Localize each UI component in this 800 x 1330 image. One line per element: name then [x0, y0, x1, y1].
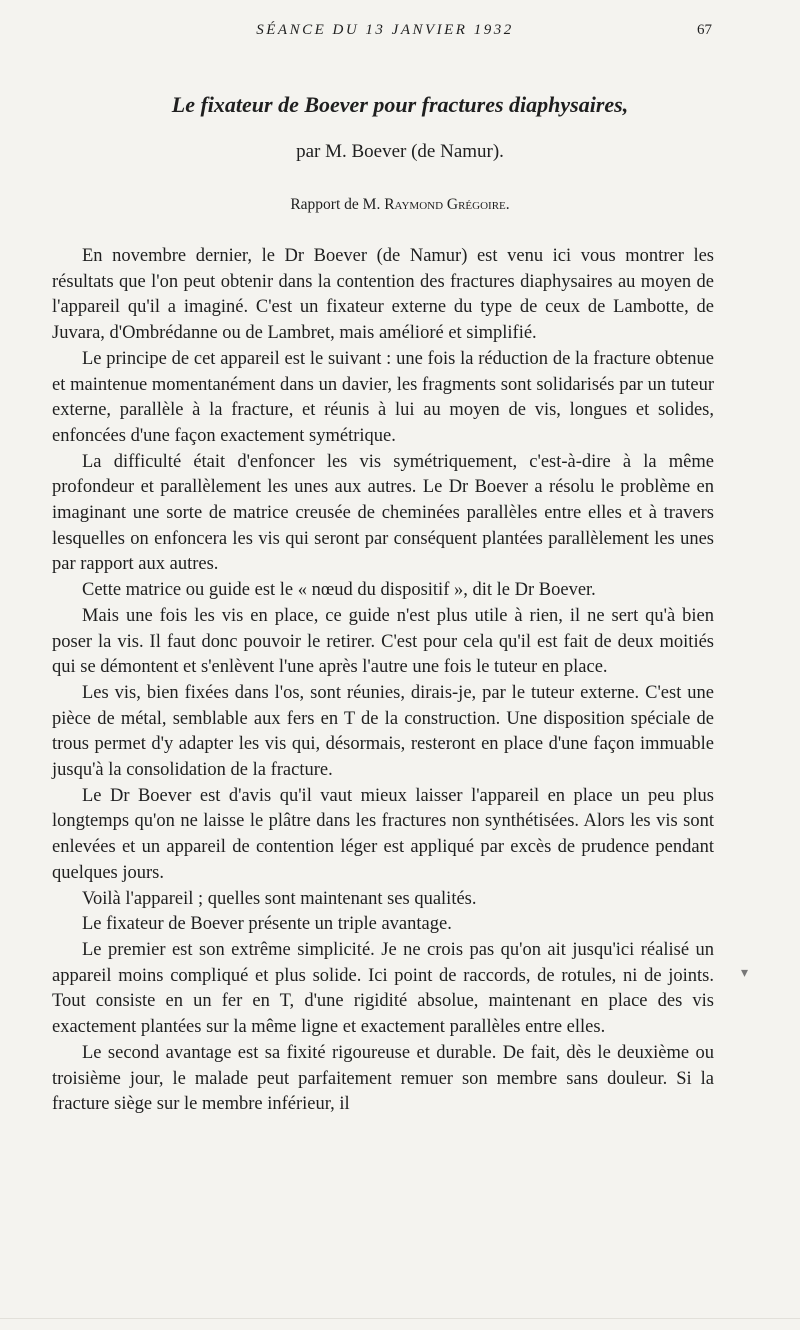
- paragraph: En novembre dernier, le Dr Boever (de Namur) est venu ici vous montrer les résultats que l'on peut obtenir dans la contention des fractures diaphysaires au moyen de l'appareil qu'il a imaginé. C'est un fixateur externe du type de ceux de Lambotte, de Juvara, d'Ombrédanne ou de Lambret, mais amélioré et simplifié.: [52, 246, 714, 344]
- margin-mark: ▾: [740, 966, 748, 981]
- page-edge: [0, 1318, 800, 1319]
- report-line: [0, 196, 800, 214]
- paragraph: Voilà l'appareil ; quelles sont maintenant ses qualités.: [82, 888, 477, 909]
- paragraph: Le Dr Boever est d'avis qu'il vaut mieux laisser l'appareil en place un peu plus longtemps qu'on ne laisse le plâtre dans les fractures non synthétisées. Alors les vis sont enlevées et un appareil de contention léger est appliqué par excès de prudence pendant quelques jours.: [52, 785, 714, 883]
- paragraph: Cette matrice ou guide est le « nœud du dispositif », dit le Dr Boever.: [82, 580, 596, 601]
- article-byline: par M. Boever (de Namur).: [296, 141, 504, 162]
- paragraph: Le principe de cet appareil est le suivant : une fois la réduction de la fracture obtenue et maintenue momentanément dans un davier, les fragments sont solidarisés par un tuteur externe, parallèle à la fracture, et réunis à lui au moyen de vis, longues et solides, enfoncées d'une façon exactement symétrique.: [52, 348, 714, 446]
- article-title: Le fixateur de Boever pour fractures diaphysaires,: [171, 92, 629, 117]
- paragraph: Le premier est son extrême simplicité. Je ne crois pas qu'on ait jusqu'ici réalisé un appareil moins compliqué et plus solide. Ici point de raccords, de rotules, ni de joints. Tout consiste en un fer en T, d'une rigidité absolue, maintenant en place des vis exactement plantées sur la même ligne et exactement parallèles entre elles.: [52, 939, 714, 1038]
- report-author: Raymond Grégoire.: [384, 196, 510, 213]
- running-head: [0, 22, 800, 46]
- running-head-title: SÉANCE DU 13 JANVIER 1932: [256, 22, 514, 38]
- paragraph: Mais une fois les vis en place, ce guide n'est plus utile à rien, il ne sert qu'à bien poser la vis. Il faut donc pouvoir le retirer. C'est pour cela qu'il est fait de deux moitiés qui se démontent et s'enlèvent l'une après l'autre une fois le tuteur en place.: [52, 605, 714, 678]
- paragraph: Les vis, bien fixées dans l'os, sont réunies, dirais-je, par le tuteur externe. C'est une pièce de métal, semblable aux fers en T de la construction. Une disposition spéciale de trous permet d'y adapter les vis qui, désormais, resteront en place d'une façon immuable jusqu'à la consolidation de la fracture.: [52, 682, 714, 781]
- article-body: [52, 244, 714, 1118]
- report-prefix: Rapport de M.: [290, 196, 381, 213]
- paragraph: Le fixateur de Boever présente un triple avantage.: [82, 914, 452, 935]
- paragraph: Le second avantage est sa fixité rigoureuse et durable. De fait, dès le deuxième ou troisième jour, le malade peut parfaitement remuer son membre sans douleur. Si la fracture siège sur le membre inférieur, il: [52, 1042, 714, 1115]
- paragraph: La difficulté était d'enfoncer les vis symétriquement, c'est-à-dire à la même profondeur et parallèlement les unes aux autres. Le Dr Boever a résolu le problème en imaginant une sorte de matrice creusée de cheminées parallèles entre elles et à travers lesquelles on enfoncera les vis qui seront par conséquent plantées parallèlement les unes par rapport aux autres.: [52, 451, 714, 575]
- page-number: 67: [697, 22, 712, 38]
